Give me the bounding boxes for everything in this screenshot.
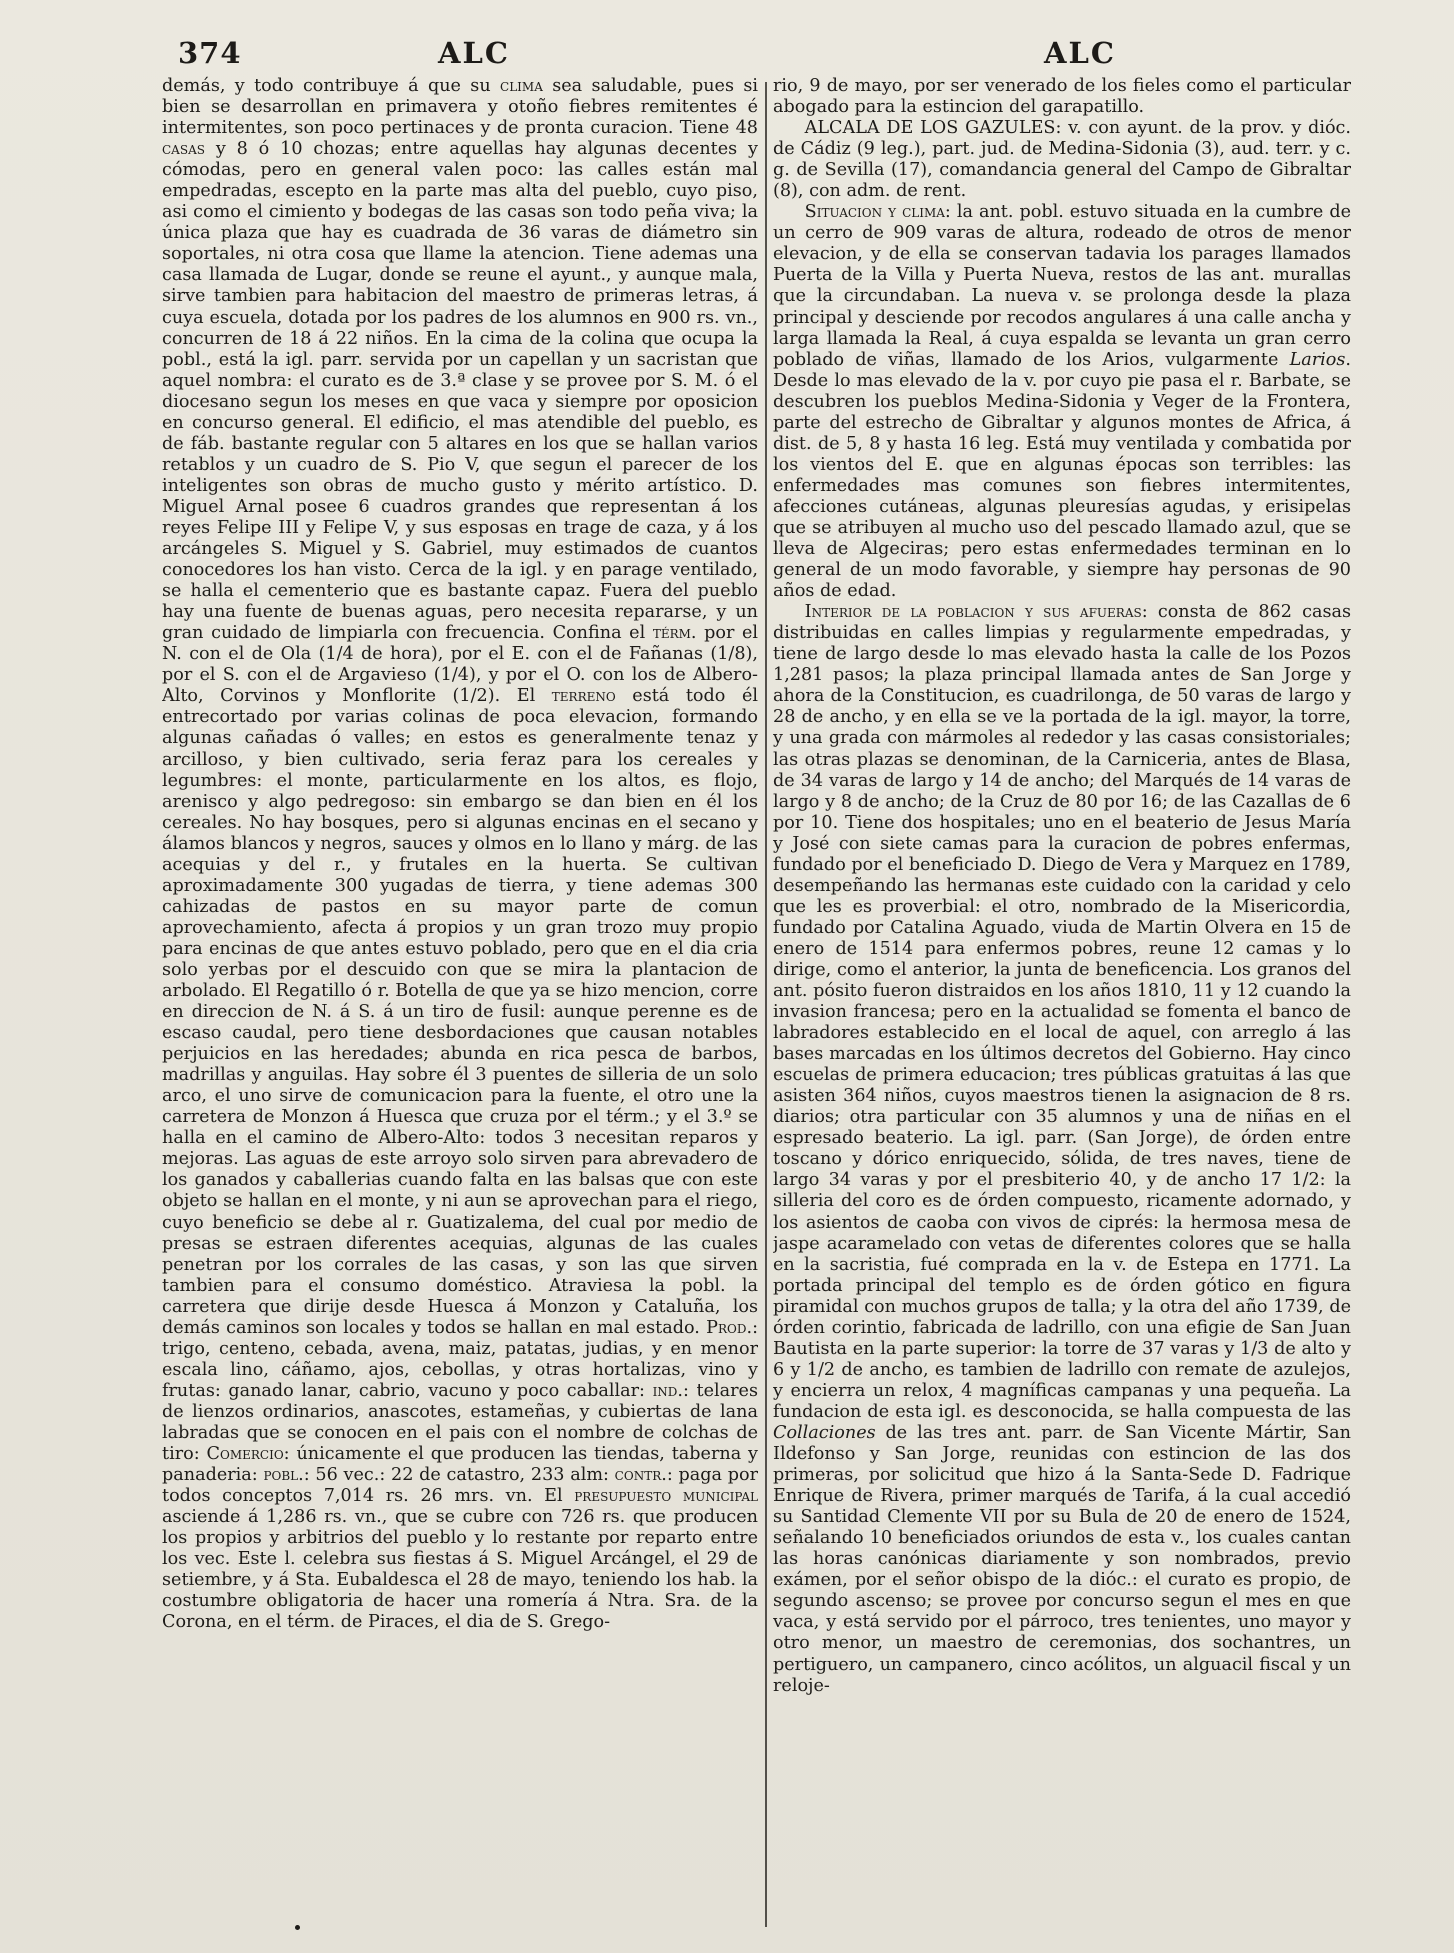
running-head-left: ALC <box>438 36 510 70</box>
running-head-right: ALC <box>1044 36 1116 70</box>
column-divider <box>765 82 767 1927</box>
paragraph-situacion-y-clima: Situacion y clima: la ant. pobl. estuvo situada en la cumbre de un cerro de 909 varas de altura, rodeado de otros de menor elevacion, y de ella se conservan tadavia los parages llamados Puerta de la Villa y Puerta Nueva, restos de las ant. murallas que la circundaban. La nueva v. se prolonga desde la plaza principal y desciende por recodos angulares á una calle ancha y larga llamada la Real, á cuya espalda se levanta un gran cerro poblado de viñas, llamado de los Arios, vulgarmente Larios. Desde lo mas elevado de la v. por cuyo pie pasa el r. Barbate, se descubren los pueblos Medina-Sidonia y Veger de la Frontera, parte del estrecho de Gibraltar y algunos montes de Africa, á dist. de 5, 8 y hasta 16 leg. Está muy ventilada y combatida por los vientos del E. que en algunas épocas son terribles: las enfermedades mas comunes son fiebres intermitentes, afecciones cutáneas, algunas pleuresías agudas, y erisipelas que se atribuyen al mucho uso del pescado llamado azul, que se lleva de Algeciras; pero estas enfermedades terminan en lo general de un modo favorable, y siempre hay personas de 90 años de edad. <box>773 202 1351 602</box>
section-keyword-casas: casas <box>162 139 205 160</box>
section-keyword-contr: contr. <box>614 1465 667 1486</box>
section-keyword-pobl: pobl. <box>263 1465 304 1486</box>
entry-alcala-de-los-gazules: ALCALA DE LOS GAZULES: v. con ayunt. de la prov. y dióc. de Cádiz (9 leg.), part. jud. de Medina-Sidonia (3), aud. terr. y c. g. de Sevilla (17), comandancia general del Campo de Gibraltar (8), con adm. de rent. <box>773 118 1351 202</box>
entry-title: ALCALA DE LOS GAZULES <box>804 118 1056 139</box>
page-header <box>0 36 1454 76</box>
section-keyword-prod: Prod. <box>706 1317 753 1338</box>
right-column <box>773 76 1351 1926</box>
section-keyword-term: térm. <box>652 623 697 644</box>
page-number: 374 <box>178 36 242 70</box>
ink-speck <box>295 1925 300 1930</box>
paragraph-interior-poblacion: Interior de la poblacion y sus afueras: consta de 862 casas distribuidas en calles limpias y regularmente empedradas, y tiene de largo desde lo mas elevado hasta la calle de los Pozos 1,281 pasos; la plaza principal llamada antes de San Jorge y ahora de la Constitucion, es cuadrilonga, de 50 varas de largo y 28 de ancho, y en ella se ve la portada de la igl. mayor, la torre, y una grada con mármoles al rededor y las casas consistoriales; las otras plazas se denominan, de la Carniceria, antes de Blasa, de 34 varas de largo y 14 de ancho; del Marqués de 14 varas de largo y 8 de ancho; de la Cruz de 80 por 16; de las Cazallas de 6 por 10. Tiene dos hospitales; uno en el beaterio de Jesus María y José con siete camas para la curacion de pobres enfermas, fundado por el beneficiado D. Diego de Vera y Marquez en 1789, desempeñando las hermanas este cuidado con la caridad y celo que les es proverbial: el otro, nombrado de la Misericordia, fundado por Catalina Aguado, viuda de Martin Olvera en 15 de enero de 1514 para enfermos pobres, reune 12 camas y lo dirige, como el anterior, la junta de beneficencia. Los granos del ant. pósito fueron distraidos en los años 1810, 11 y 12 cuando la invasion francesa; pero en la actualidad se fomenta el banco de labradores establecido en el local de aquel, con arreglo á las bases marcadas en los últimos decretos del Gobierno. Hay cinco escuelas de primera educacion; tres públicas gratuitas á las que asisten 364 niños, cuyos maestros tienen la asignacion de 8 rs. diarios; otra particular con 35 alumnos y una de niñas en el espresado beaterio. La igl. parr. (San Jorge), de órden entre toscano y dórico enriquecido, sólida, de tres naves, tiene de largo 34 varas y por el presbiterio 40, y de ancho 17 1/2: la silleria del coro es de órden compuesto, ricamente adornado, y los asientos de caoba con vivos de ciprés: la hermosa mesa de jaspe acaramelado con vetas de diferentes colores que se halla en la sacristia, fué comprada en la v. de Estepa en 1771. La portada principal del templo es de órden gótico en figura piramidal con muchos grupos de talla; y la otra del año 1739, de órden corintio, fabricada de ladrillo, con una efigie de San Juan Bautista en la parte superior: la torre de 37 varas y 1/3 de alto y 6 y 1/2 de ancho, es tambien de ladrillo con remate de azulejos, y encierra un relox, 4 magníficas campanas y una pequeña. La fundacion de esta igl. es desconocida, se halla compuesta de las Collaciones de las tres ant. parr. de San Vicente Mártir, San Ildefonso y San Jorge, reunidas con estincion de las dos primeras, por solicitud que hizo á la Santa-Sede D. Fadrique Enrique de Rivera, primer marqués de Tarifa, á la cual accedió su Santidad Clemente VII por su Bula de 20 de enero de 1524, señalando 10 beneficiados oriundos de esta v., los cuales cantan las horas canónicas diariamente y son nombrados, previo exámen, por el señor obispo de la dióc.: el curato es propio, de segundo ascenso; se provee por concurso segun el mes en que vaca, y está servido por el párroco, tres tenientes, uno mayor y otro menor, un maestro de ceremonias, dos sochantres, un pertiguero, un campanero, cinco acólitos, un alguacil fiscal y un reloje- <box>773 602 1351 1696</box>
section-keyword-clima: clima <box>500 76 543 96</box>
section-keyword-ind: ind. <box>652 1380 684 1401</box>
left-column <box>162 76 758 1926</box>
section-keyword-terreno: terreno <box>551 686 616 707</box>
paragraph-alcala-del-obispo-continued: demás, y todo contribuye á que su clima sea saludable, pues si bien se desarrollan en primavera y otoño fiebres remitentes é intermitentes, son poco pertinaces y de pronta curacion. Tiene 48 casas y 8 ó 10 chozas; entre aquellas hay algunas decentes y cómodas, pero en general valen poco: las calles están mal empedradas, escepto en la parte mas alta del pueblo, cuyo piso, asi como el cimiento y bodegas de las casas son todo peña viva; la única plaza que hay es cuadrada de 36 varas de diámetro sin soportales, ni otra cosa que llame la atencion. Tiene ademas una casa llamada de Lugar, donde se reune el ayunt., y aunque mala, sirve tambien para habitacion del maestro de primeras letras, á cuya escuela, dotada por los padres de los alumnos en 900 rs. vn., concurren de 18 á 22 niños. En la cima de la colina que ocupa la pobl., está la igl. parr. servida por un capellan y un sacristan que aquel nombra: el curato es de 3.ª clase y se provee por S. M. ó el diocesano segun los meses en que vaca y siempre por oposicion en concurso general. El edificio, el mas atendible del pueblo, es de fáb. bastante regular con 5 altares en los que se hallan varios retablos y un cuadro de S. Pio V, que segun el parecer de los inteligentes son obras de mucho gusto y mérito artístico. D. Miguel Arnal posee 6 cuadros grandes que representan á los reyes Felipe III y Felipe V, y sus esposas en trage de caza, y á los arcángeles S. Miguel y S. Gabriel, muy estimados de cuantos conocedores los han visto. Cerca de la igl. y en parage ventilado, se halla el cementerio que es bastante capaz. Fuera del pueblo hay una fuente de buenas aguas, pero necesita repararse, y un gran cuidado de limpiarla con frecuencia. Confina el térm. por el N. con el de Ola (1/4 de hora), por el E. con el de Fañanas (1/8), por el S. con el de Argavieso (1/4), y por el O. con los de Albero-Alto, Corvinos y Monflorite (1/2). El terreno está todo él entrecortado por varias colinas de poca elevacion, formando algunas cañadas ó valles; en estos es generalmente tenaz y arcilloso, y bien cultivado, seria feraz para los cereales y legumbres: el monte, particularmente en los altos, es flojo, arenisco y algo pedregoso: sin embargo se dan bien en él los cereales. No hay bosques, pero si algunas encinas en el secano y álamos blancos y negros, sauces y olmos en lo llano y márg. de las acequias y del r., y frutales en la huerta. Se cultivan aproximadamente 300 yugadas de tierra, y tiene ademas 300 cahizadas de pastos en su mayor parte de comun aprovechamiento, afecta á propios y un gran trozo muy propio para encinas de que antes estuvo poblado, pero que en el dia cria solo yerbas por el descuido con que se mira la plantacion de arbolado. El Regatillo ó r. Botella de que ya se hizo mencion, corre en direccion de N. á S. á un tiro de fusil: aunque perenne es de escaso caudal, pero tiene desbordaciones que causan notables perjuicios en las heredades; abunda en rica pesca de barbos, madrillas y anguilas. Hay sobre él 3 puentes de silleria de un solo arco, el uno sirve de comunicacion para la fuente, el otro une la carretera de Monzon á Huesca que cruza por el térm.; y el 3.º se halla en el camino de Albero-Alto: todos 3 necesitan reparos y mejoras. Las aguas de este arroyo solo sirven para abrevadero de los ganados y caballerias cuando falta en las balsas que con este objeto se hallan en el monte, y ni aun se aprovechan para el riego, cuyo beneficio se debe al r. Guatizalema, del cual por medio de presas se estraen diferentes acequias, algunas de las cuales penetran por los corrales de las casas, y son las que sirven tambien para el consumo doméstico. Atraviesa la pobl. la carretera que dirije desde Huesca á Monzon y Cataluña, los demás caminos son locales y todos se hallan en mal estado. Prod.: trigo, centeno, cebada, avena, maiz, patatas, judias, y en menor escala lino, cáñamo, ajos, cebollas, y otras hortalizas, vino y frutas: ganado lanar, cabrio, vacuno y poco caballar: ind.: telares de lienzos ordinarios, anascotes, estameñas, y cubiertas de lana labradas que se conocen en el pais con el nombre de colchas de tiro: Comercio: únicamente el que producen las tiendas, taberna y panaderia: pobl.: 56 vec.: 22 de catastro, 233 alm: contr.: paga por todos conceptos 7,014 rs. 26 mrs. vn. El presupuesto municipal asciende á 1,286 rs. vn., que se cubre con 726 rs. que producen los propios y arbitrios del pueblo y lo restante por reparto entre los vec. Este l. celebra sus fiestas á S. Miguel Arcángel, el 29 de setiembre, y á Sta. Eubaldesca el 28 de mayo, teniendo los hab. la costumbre obligatoria de hacer una romería á Ntra. Sra. de la Corona, en el térm. de Piraces, el dia de S. Grego- <box>162 76 758 1633</box>
section-heading-situacion: Situacion y clima <box>804 202 945 223</box>
section-keyword-comercio: Comercio <box>206 1444 284 1465</box>
section-keyword-presupuesto: presupuesto municipal <box>574 1486 758 1507</box>
paragraph-continued: rio, 9 de mayo, por ser venerado de los fieles como el particular abogado para la estincion del garapatillo. <box>773 76 1351 118</box>
section-heading-interior: Interior de la poblacion y sus afueras <box>804 602 1142 623</box>
